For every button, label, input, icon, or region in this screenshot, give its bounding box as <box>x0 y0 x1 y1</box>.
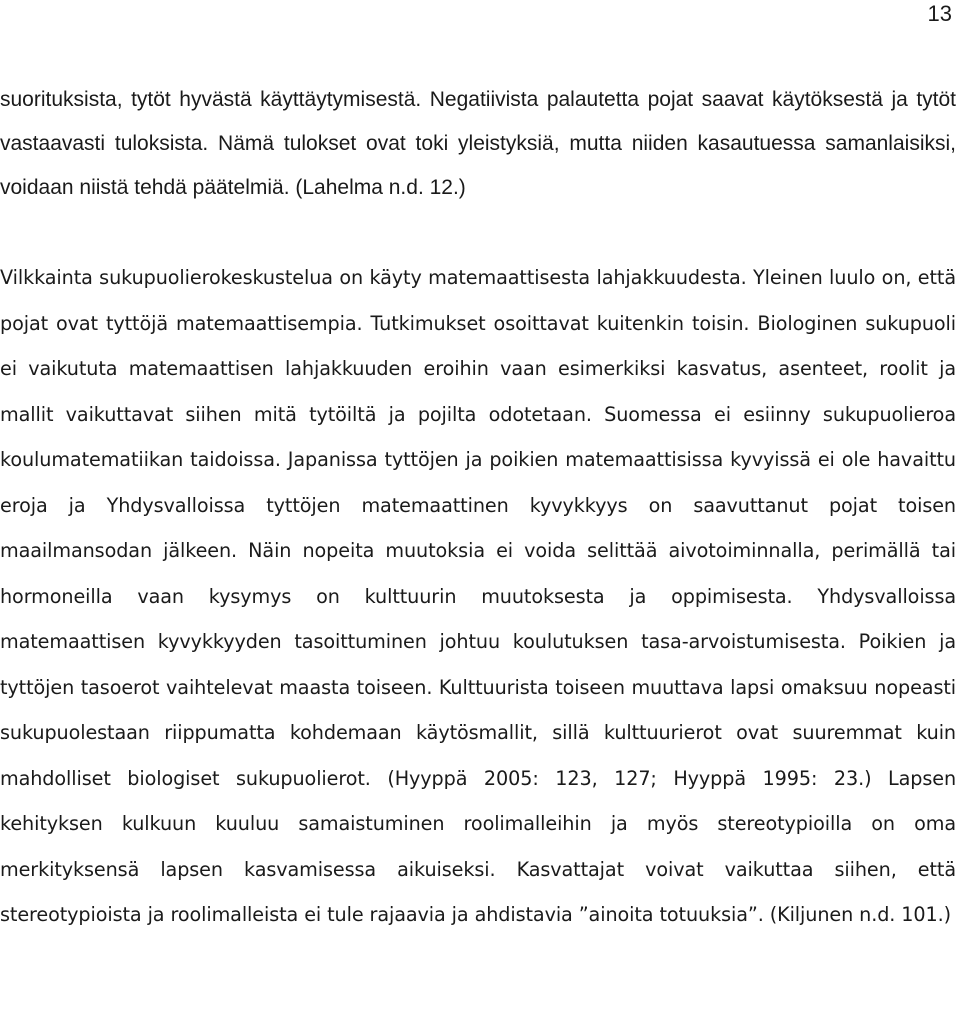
paragraph-1: suorituksista, tytöt hyvästä käyttäytymisestä. Negatiivista palautetta pojat saavat käytöksestä ja tytöt vastaavasti tuloksista. Nämä tulokset ovat toki yleistyksiä, mutta niiden kasautuessa samanlaisiksi, voidaan niistä tehdä päätelmiä. (Lahelma n.d. 12.) <box>0 88 956 199</box>
paragraph-2: Vilkkainta sukupuolierokeskustelua on käyty matemaattisesta lahjakkuudesta. Yleinen luulo on, että pojat ovat tyttöjä matemaattisempia. Tutkimukset osoittavat kuitenkin toisin. Biologinen sukupuoli ei vaikututa matemaattisen lahjakkuuden eroihin vaan esimerkiksi kasvatus, asenteet, roolit ja mallit vaikuttavat siihen mitä tytöiltä ja pojilta odotetaan. Suomessa ei esiinny sukupuolieroa koulumatematiikan taidoissa. Japanissa tyttöjen ja poikien matemaattisissa kyvyissä ei ole havaittu eroja ja Yhdysvalloissa tyttöjen matemaattinen kyvykkyys on saavuttanut pojat toisen maailmansodan jälkeen. Näin nopeita muutoksia ei voida selittää aivotoiminnalla, perimällä tai hormoneilla vaan kysymys on kulttuurin muutoksesta ja oppimisesta. Yhdysvalloissa matemaattisen kyvykkyyden tasoittuminen johtuu koulutuksen tasa-arvoistumisesta. Poikien ja tyttöjen tasoerot vaihtelevat maasta toiseen. Kulttuurista toiseen muuttava lapsi omaksuu nopeasti sukupuolestaan riippumatta kohdemaan käytösmallit, sillä kulttuurierot ovat suuremmat kuin mahdolliset biologiset sukupuolierot. (Hyyppä 2005: 123, 127; Hyyppä 1995: 23.) Lapsen kehityksen kulkuun kuuluu samaistuminen roolimalleihin ja myös stereotypioilla on oma merkityksensä lapsen kasvamisessa aikuiseksi. Kasvattajat voivat vaikuttaa siihen, että stereotypioista ja roolimalleista ei tule rajaavia ja ahdistavia ”ainoita totuuksia”. (Kiljunen n.d. 101.) <box>0 266 956 926</box>
page-number: 13 <box>927 1 952 26</box>
